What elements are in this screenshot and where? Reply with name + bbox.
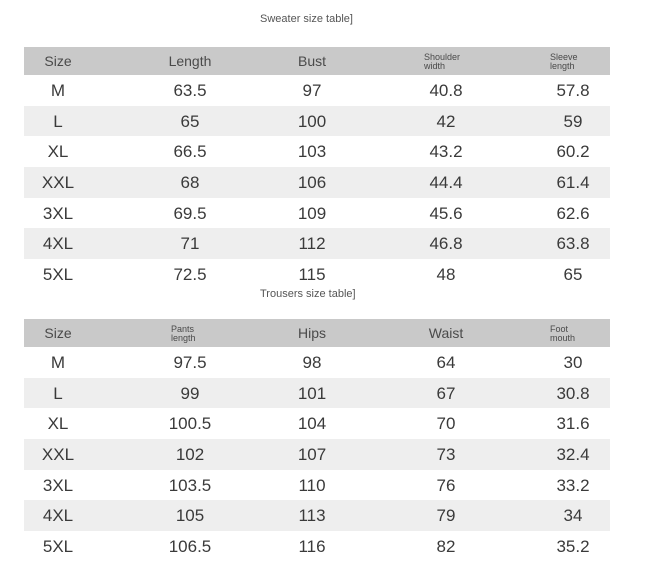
- size-cell: XL: [47, 142, 69, 162]
- value-cell: 102: [175, 444, 205, 464]
- table-row: [24, 167, 610, 198]
- table-row: [24, 259, 610, 290]
- table-row: [24, 106, 610, 137]
- value-cell: 33.2: [556, 475, 590, 495]
- value-cell: 104: [297, 414, 327, 434]
- value-cell: 30: [563, 352, 583, 372]
- value-cell: 46.8: [429, 234, 463, 254]
- header-bust: Bust: [297, 53, 326, 69]
- size-cell: 4XL: [42, 234, 74, 254]
- size-cell: 5XL: [42, 536, 74, 556]
- table-row: [24, 198, 610, 229]
- value-cell: 42: [436, 111, 456, 131]
- value-cell: 30.8: [556, 383, 590, 403]
- sweater-table-body: [24, 75, 610, 290]
- value-cell: 59: [563, 111, 583, 131]
- value-cell: 34: [563, 506, 583, 526]
- sweater-header-row: [24, 47, 610, 75]
- value-cell: 31.6: [556, 414, 590, 434]
- value-cell: 67: [436, 383, 456, 403]
- table-row: [24, 136, 610, 167]
- value-cell: 100: [297, 111, 327, 131]
- header-foot-mouth: [550, 319, 610, 347]
- header-size: Size: [44, 53, 72, 69]
- table-row: [24, 470, 610, 501]
- value-cell: 76: [436, 475, 456, 495]
- value-cell: 79: [436, 506, 456, 526]
- size-cell: L: [53, 111, 63, 131]
- value-cell: 98: [302, 352, 322, 372]
- header-length: Length: [168, 53, 212, 69]
- value-cell: 97: [302, 80, 322, 100]
- size-cell: 3XL: [42, 475, 74, 495]
- size-cell: L: [53, 383, 63, 403]
- value-cell: 106: [297, 172, 327, 192]
- trousers-size-table: [24, 319, 610, 562]
- value-cell: 63.5: [173, 80, 207, 100]
- size-cell: M: [50, 80, 66, 100]
- header-pants-line1: Pants: [171, 324, 195, 334]
- value-cell: 43.2: [429, 142, 463, 162]
- value-cell: 72.5: [173, 264, 207, 284]
- value-cell: 115: [298, 264, 326, 284]
- value-cell: 73: [436, 444, 456, 464]
- value-cell: 116: [298, 536, 326, 556]
- value-cell: 65: [180, 111, 200, 131]
- size-cell: 4XL: [42, 506, 74, 526]
- value-cell: 44.4: [429, 172, 463, 192]
- value-cell: 103: [297, 142, 327, 162]
- value-cell: 66.5: [173, 142, 207, 162]
- header-foot-line2: mouth: [550, 333, 576, 343]
- size-cell: 5XL: [42, 264, 74, 284]
- trousers-caption: Trousers size table]: [260, 288, 356, 300]
- table-row: [24, 531, 610, 562]
- table-row: [24, 347, 610, 378]
- value-cell: 113: [298, 506, 326, 526]
- value-cell: 82: [436, 536, 456, 556]
- table-row: [24, 500, 610, 531]
- header-foot-line1: Foot: [550, 324, 569, 334]
- value-cell: 61.4: [556, 172, 590, 192]
- value-cell: 62.6: [556, 203, 590, 223]
- header-pants-length: [171, 319, 231, 347]
- value-cell: 70: [436, 414, 456, 434]
- value-cell: 35.2: [556, 536, 590, 556]
- value-cell: 112: [298, 234, 326, 254]
- value-cell: 60.2: [556, 142, 590, 162]
- value-cell: 103.5: [168, 475, 212, 495]
- value-cell: 45.6: [429, 203, 463, 223]
- header-waist: Waist: [428, 325, 464, 341]
- sweater-caption: Sweater size table]: [260, 13, 353, 25]
- value-cell: 105: [175, 506, 205, 526]
- value-cell: 63.8: [556, 234, 590, 254]
- table-row: [24, 408, 610, 439]
- table-row: [24, 439, 610, 470]
- value-cell: 106.5: [168, 536, 212, 556]
- size-cell: XXL: [41, 172, 75, 192]
- value-cell: 109: [297, 203, 327, 223]
- value-cell: 64: [436, 352, 456, 372]
- header-sleeve-line1: Sleeve: [550, 52, 578, 62]
- value-cell: 69.5: [173, 203, 207, 223]
- header-sleeve-length: [550, 47, 610, 75]
- header-shoulder-width: [424, 47, 484, 75]
- header-size: Size: [44, 325, 72, 341]
- value-cell: 57.8: [556, 80, 590, 100]
- header-shoulder-line2: width: [424, 61, 446, 71]
- table-row: [24, 378, 610, 409]
- value-cell: 107: [297, 444, 327, 464]
- trousers-header-row: [24, 319, 610, 347]
- value-cell: 97.5: [173, 352, 207, 372]
- trousers-table-body: [24, 347, 610, 562]
- value-cell: 68: [180, 172, 200, 192]
- value-cell: 32.4: [556, 444, 590, 464]
- size-cell: XXL: [41, 444, 75, 464]
- value-cell: 99: [180, 383, 200, 403]
- header-shoulder-line1: Shoulder: [424, 52, 461, 62]
- value-cell: 101: [297, 383, 327, 403]
- value-cell: 48: [436, 264, 456, 284]
- table-row: [24, 75, 610, 106]
- header-hips: Hips: [297, 325, 326, 341]
- table-row: [24, 228, 610, 259]
- value-cell: 100.5: [168, 414, 212, 434]
- sweater-size-table: [24, 47, 610, 290]
- value-cell: 71: [180, 234, 200, 254]
- value-cell: 65: [563, 264, 583, 284]
- header-pants-line2: length: [171, 333, 196, 343]
- size-cell: XL: [47, 414, 69, 434]
- size-cell: 3XL: [42, 203, 74, 223]
- value-cell: 110: [298, 475, 326, 495]
- value-cell: 40.8: [429, 80, 463, 100]
- header-sleeve-line2: length: [550, 61, 575, 71]
- size-cell: M: [50, 352, 66, 372]
